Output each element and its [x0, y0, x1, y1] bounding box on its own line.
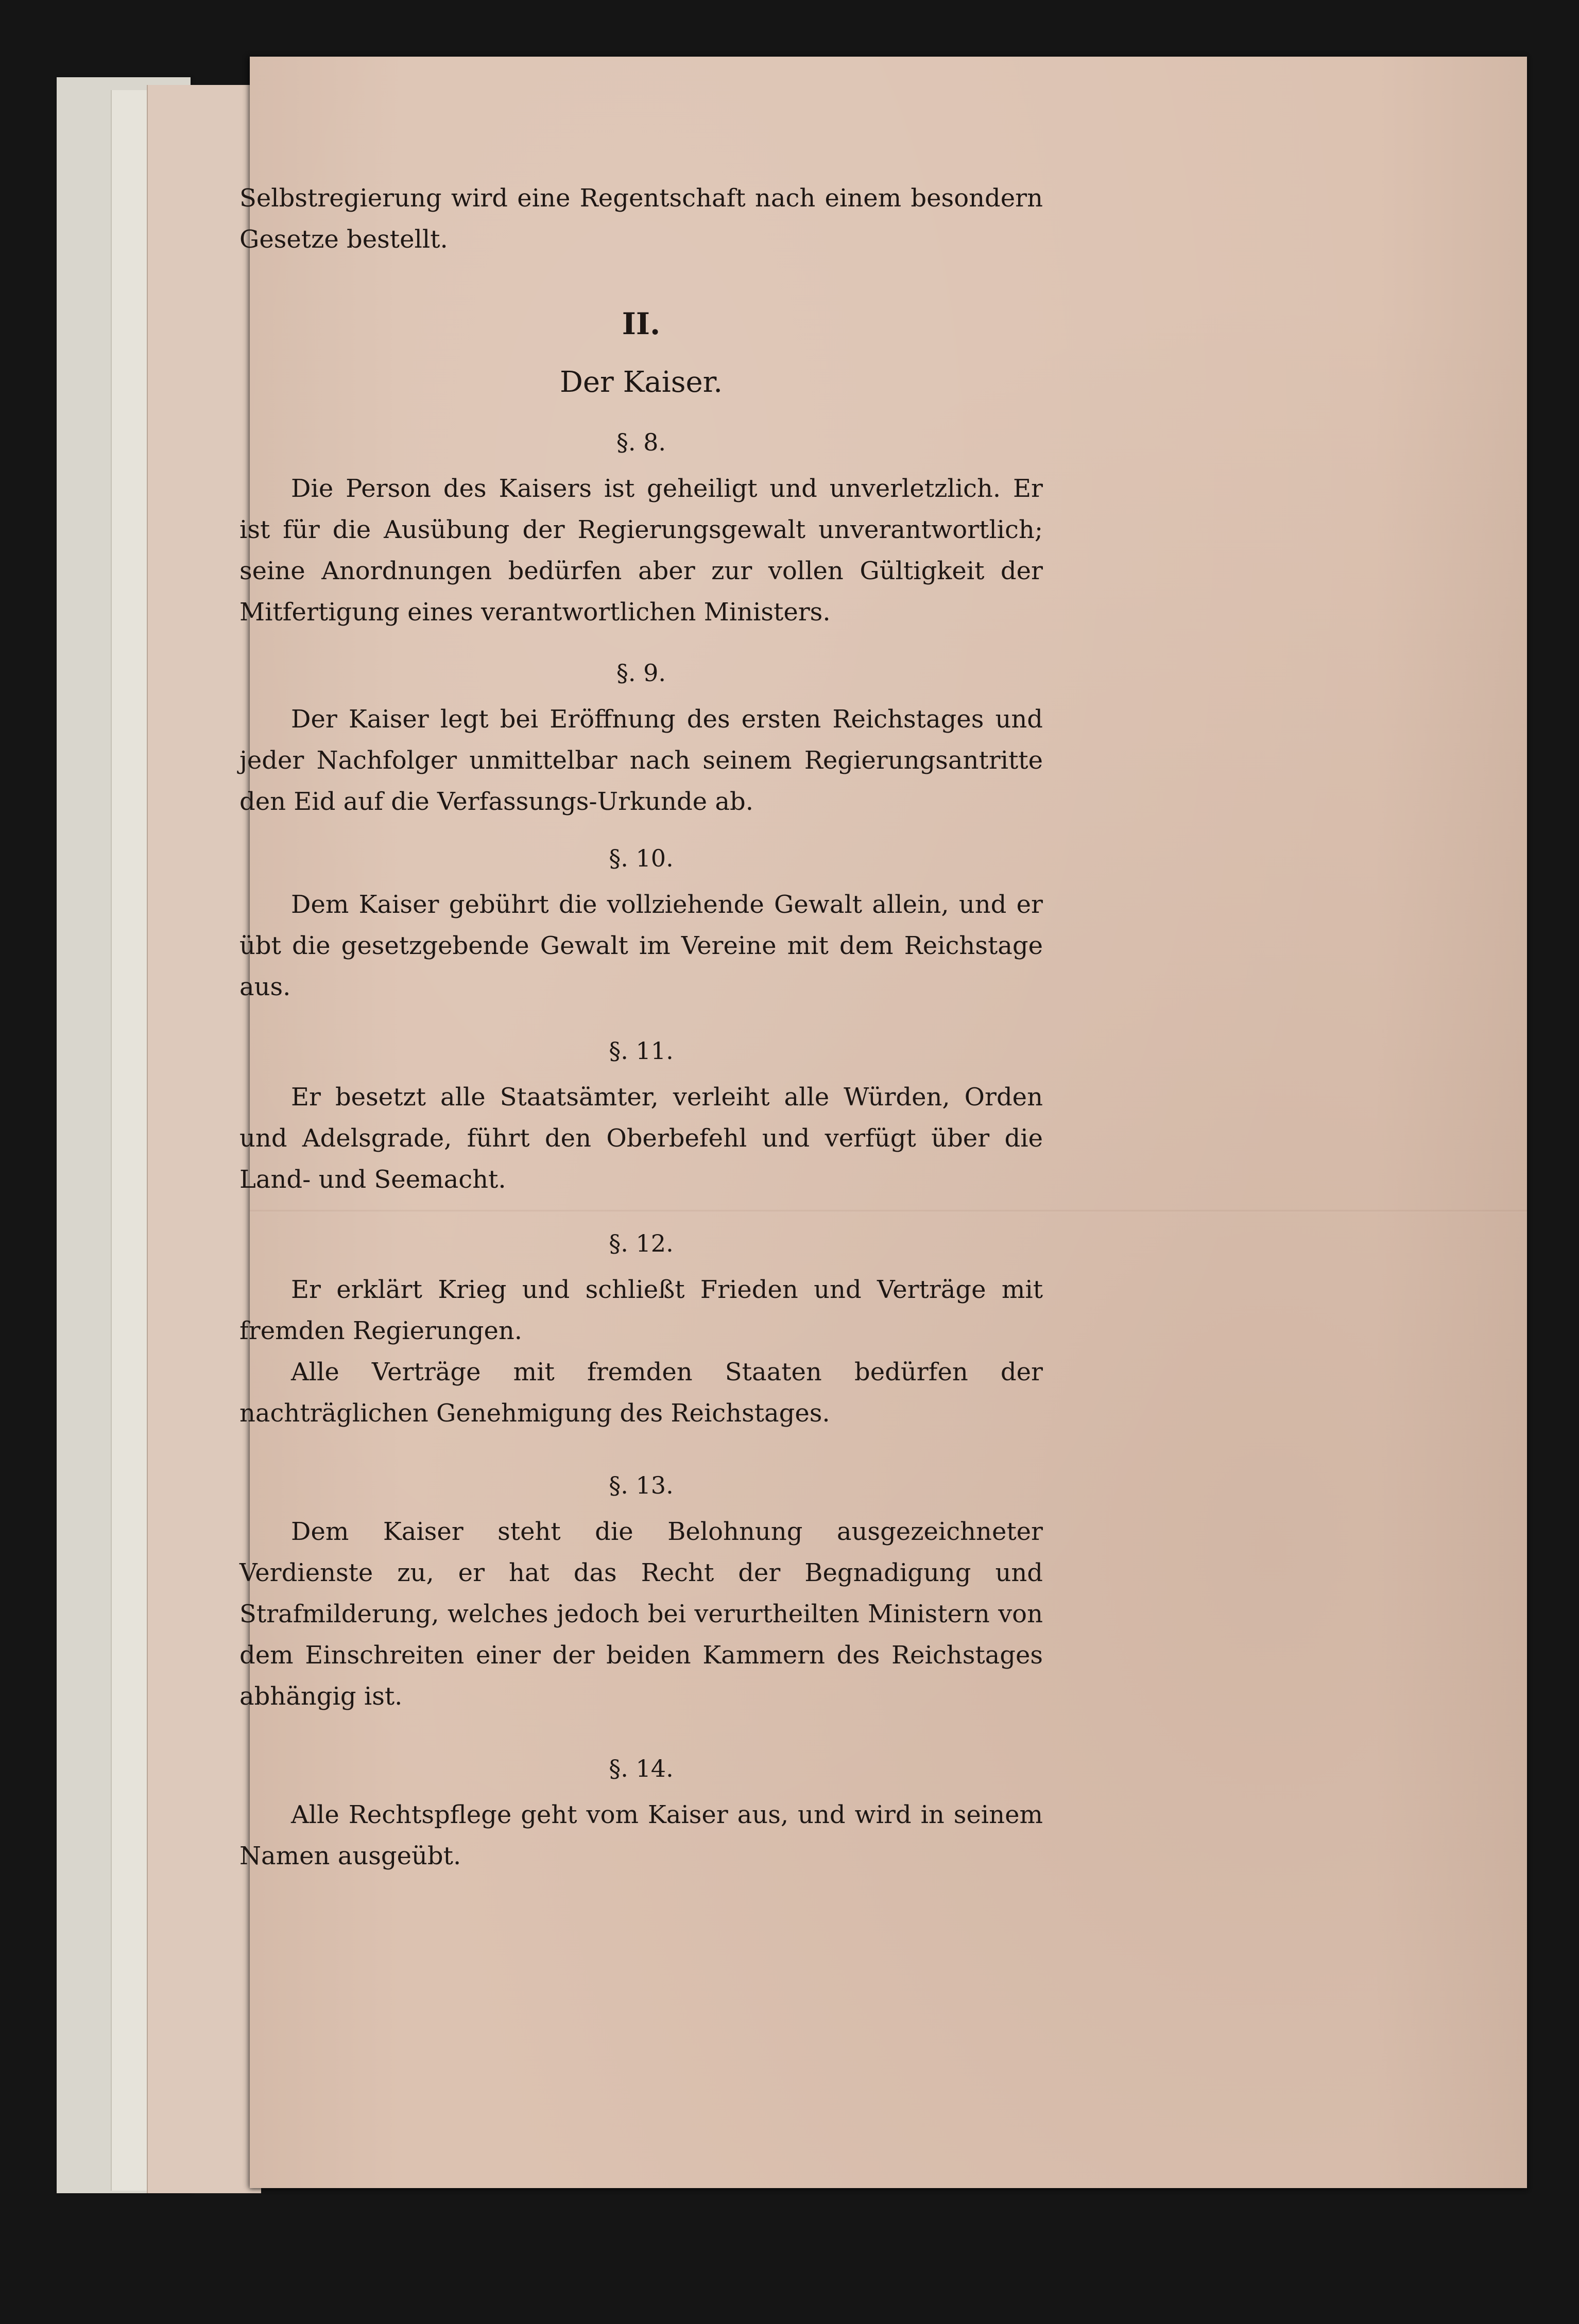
section-number: §. 8.	[616, 428, 666, 456]
section-number: §. 14.	[609, 1755, 674, 1782]
section-number: §. 12.	[609, 1229, 674, 1257]
section-number: §. 9.	[616, 659, 666, 687]
section-paragraph: Die Person des Kaisers ist geheiligt und unverletzlich. Er ist für die Ausübung der Regierungsgewalt unverantwortlich; seine Anordnungen bedürfen aber zur vollen Gültigkeit der Mitfertigung eines verantwortlichen Ministers.	[239, 474, 1043, 627]
section-paragraph: Alle Verträge mit fremden Staaten bedürfen der nachträglichen Genehmigung des Reichstages.	[239, 1358, 1043, 1428]
section-paragraph: Der Kaiser legt bei Eröffnung des ersten Reichstages und jeder Nachfolger unmittelbar nach seinem Regierungsantritte den Eid auf die Verfassungs-Urkunde ab.	[239, 705, 1043, 816]
section-paragraph: Alle Rechtspflege geht vom Kaiser aus, und wird in seinem Namen ausgeübt.	[239, 1800, 1043, 1870]
section-paragraph: Dem Kaiser steht die Belohnung ausgezeichneter Verdienste zu, er hat das Recht der Begnadigung und Strafmilderung, welches jedoch bei verurtheilten Ministern von dem Einschreiten einer der beiden Kammern des Reichstages abhängig ist.	[239, 1517, 1043, 1711]
section-number: §. 11.	[609, 1037, 674, 1065]
section-paragraph: Dem Kaiser gebührt die vollziehende Gewalt allein, und er übt die gesetzgebende Gewalt im Vereine mit dem Reichstage aus.	[239, 890, 1043, 1001]
chapter-title: Der Kaiser.	[559, 366, 723, 399]
document-text	[239, 178, 1043, 1877]
section-paragraph: Er besetzt alle Staatsämter, verleiht alle Würden, Orden und Adelsgrade, führt den Oberbefehl und verfügt über die Land- und Seemacht.	[239, 1083, 1043, 1194]
intro-paragraph: Selbstregierung wird eine Regentschaft nach einem besondern Gesetze bestellt.	[239, 184, 1043, 254]
section-number: §. 10.	[609, 844, 674, 872]
section-paragraph: Er erklärt Krieg und schließt Frieden und Verträge mit fremden Regierungen.	[239, 1275, 1043, 1345]
chapter-number: II.	[622, 306, 661, 341]
section-number: §. 13.	[609, 1471, 674, 1499]
